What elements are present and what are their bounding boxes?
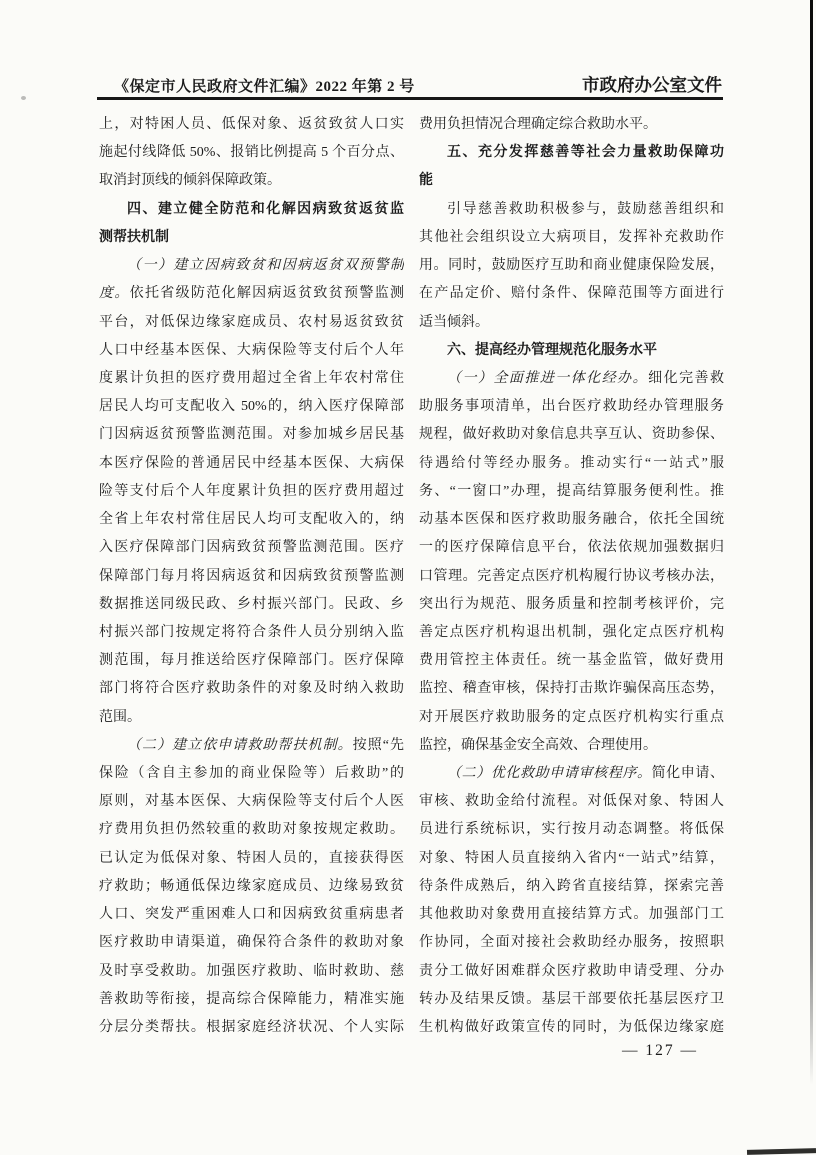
body-text: 门因病返贫预警监测范围。对参加城乡居民基 <box>99 427 404 443</box>
text-line <box>99 393 404 421</box>
text-line <box>419 816 724 844</box>
text-line <box>419 788 724 816</box>
body-text: 待条件成熟后，纳入跨省直接结算，探索完善 <box>419 878 724 894</box>
body-text: 待遇给付等经办服务。推动实行“一站式”服 <box>419 455 724 471</box>
body-text: 保障部门每月将因病返贫和因病致贫预警监测 <box>99 568 404 584</box>
text-line <box>419 929 724 957</box>
text-line <box>419 506 724 534</box>
body-text: 测范围，每月推送给医疗保障部门。医疗保障 <box>99 653 404 669</box>
body-text: 按照“先 <box>352 737 404 753</box>
text-line <box>99 506 404 534</box>
text-line <box>99 816 404 844</box>
text-line <box>419 252 724 280</box>
text-line <box>99 986 404 1014</box>
text-line <box>419 563 724 591</box>
subheading-text: （二）优化救助申请审核程序。 <box>447 766 652 782</box>
text-line <box>99 252 404 280</box>
body-text: 取消封顶线的倾斜保障政策。 <box>99 173 281 189</box>
text-line <box>99 1014 404 1042</box>
body-text: 责分工做好困难群众医疗救助申请受理、分办 <box>419 963 724 979</box>
text-line <box>419 1014 724 1042</box>
subheading-text: （一）建立因病致贫和因病返贫双预警制 <box>127 258 404 274</box>
text-line <box>419 704 724 732</box>
body-text: 疗费用负担仍然较重的救助对象按规定救助。 <box>99 822 404 838</box>
text-line <box>419 337 724 365</box>
body-text: 简化申请、 <box>651 766 724 782</box>
scan-corner-artifact <box>747 1148 816 1155</box>
body-text: 善定点医疗机构退出机制，强化定点医疗机构 <box>419 624 724 640</box>
text-line <box>99 788 404 816</box>
body-text: 转办及结果反馈。基层干部要依托基层医疗卫 <box>419 991 724 1007</box>
text-line <box>419 647 724 675</box>
subheading-text: （一）全面推进一体化经办。 <box>447 370 649 386</box>
body-text: 口管理。完善定点医疗机构履行协议考核办法， <box>419 568 724 584</box>
body-text: 人口、突发严重困难人口和因病致贫重病患者 <box>99 907 404 923</box>
text-line <box>419 591 724 619</box>
body-text: 员进行系统标识，实行按月动态调整。将低保 <box>419 822 724 838</box>
page-number: — 127 — <box>622 1042 698 1059</box>
body-text: 人口中经基本医保、大病保险等支付后个人年 <box>99 342 404 358</box>
body-text: 险等支付后个人年度累计负担的医疗费用超过 <box>99 483 404 499</box>
text-line <box>419 365 724 393</box>
body-text: 居民人均可支配收入 50%的，纳入医疗保障部 <box>99 399 404 415</box>
body-text: 数据推送同级民政、乡村振兴部门。民政、乡 <box>99 596 404 612</box>
text-line <box>99 845 404 873</box>
subheading-text: （二）建立依申请救助帮扶机制。 <box>127 737 353 753</box>
text-line <box>419 760 724 788</box>
body-text: 保险（含自主参加的商业保险等）后救助”的 <box>99 766 404 782</box>
text-line <box>99 196 404 224</box>
body-text: 入医疗保障部门因病致贫预警监测范围。医疗 <box>99 540 404 556</box>
text-line <box>419 732 724 760</box>
body-text: 及时享受救助。加强医疗救助、临时救助、慈 <box>99 963 404 979</box>
text-line <box>419 139 724 167</box>
text-line <box>99 478 404 506</box>
text-line <box>419 393 724 421</box>
body-text: 细化完善救 <box>648 370 724 386</box>
header-rule <box>97 97 723 100</box>
heading-text: 能 <box>419 173 433 189</box>
body-text: 费用负担情况合理确定综合救助水平。 <box>419 117 657 132</box>
text-line <box>99 901 404 929</box>
text-line <box>99 309 404 337</box>
text-line <box>99 760 404 788</box>
text-line <box>99 704 404 732</box>
header-left-title: 《保定市人民政府文件汇编》2022 年第 2 号 <box>114 79 415 95</box>
body-text: 本医疗保险的普通居民中经基本医保、大病保 <box>99 455 404 471</box>
body-text: 全省上年农村常住居民人均可支配收入的，纳 <box>99 512 404 528</box>
text-line <box>419 845 724 873</box>
body-text: 分层分类帮扶。根据家庭经济状况、个人实际 <box>99 1020 404 1035</box>
text-line <box>419 111 724 139</box>
text-line <box>99 929 404 957</box>
text-line <box>419 280 724 308</box>
body-text: 规程，做好救助对象信息共享互认、资助参保、 <box>419 427 724 443</box>
text-line <box>419 421 724 449</box>
text-line <box>419 958 724 986</box>
text-line <box>419 196 724 224</box>
body-text: 已认定为低保对象、特困人员的，直接获得医 <box>99 850 404 866</box>
body-text: 其他救助对象费用直接结算方式。加强部门工 <box>419 907 724 923</box>
text-line <box>99 675 404 703</box>
body-text: 作协同，全面对接社会救助经办服务，按照职 <box>419 935 724 951</box>
body-text: 引导慈善救助积极参与，鼓励慈善组织和 <box>447 201 724 217</box>
body-text: 生机构做好政策宣传的同时，为低保边缘家庭 <box>419 1020 724 1035</box>
text-line <box>99 224 404 252</box>
body-text: 在产品定价、赔付条件、保障范围等方面进行 <box>419 286 724 302</box>
text-line <box>419 224 724 252</box>
body-text: 度累计负担的医疗费用超过全省上年农村常住 <box>99 370 404 386</box>
text-line <box>99 365 404 393</box>
text-line <box>99 337 404 365</box>
body-text: 善救助等衔接，提高综合保障能力，精准实施 <box>99 991 404 1007</box>
text-line <box>419 534 724 562</box>
scan-speck-artifact <box>21 96 26 100</box>
body-text: 审核、救助金给付流程。对低保对象、特困人 <box>419 794 724 810</box>
text-line <box>419 873 724 901</box>
heading-text: 测帮扶机制 <box>99 229 169 245</box>
text-line <box>99 139 404 167</box>
text-line <box>99 450 404 478</box>
body-text: 适当倾斜。 <box>419 314 489 330</box>
body-text: 疗救助；畅通低保边缘家庭成员、边缘易致贫 <box>99 878 404 894</box>
body-text: 助服务事项清单，出台医疗救助经办管理服务 <box>419 399 724 415</box>
text-line <box>99 421 404 449</box>
text-line <box>419 675 724 703</box>
heading-text: 四、建立健全防范和化解因病致贫返贫监 <box>127 201 404 217</box>
text-line <box>419 309 724 337</box>
body-text: 原则，对基本医保、大病保险等支付后个人医 <box>99 794 404 810</box>
text-line <box>419 450 724 478</box>
body-text: 对开展医疗救助服务的定点医疗机构实行重点 <box>419 709 724 725</box>
text-line <box>419 901 724 929</box>
text-line <box>99 732 404 760</box>
body-text: 村振兴部门按规定将符合条件人员分别纳入监 <box>99 624 404 640</box>
body-text: 其他社会组织设立大病项目，发挥补充救助作 <box>419 229 724 245</box>
text-line <box>419 619 724 647</box>
text-line <box>99 591 404 619</box>
body-text: 突出行为规范、服务质量和控制考核评价，完 <box>419 596 724 612</box>
text-line <box>99 534 404 562</box>
text-line <box>99 111 404 139</box>
text-line <box>99 873 404 901</box>
text-line <box>99 647 404 675</box>
column-left <box>99 111 404 1042</box>
body-text: 监控、稽查审核，保持打击欺诈骗保高压态势， <box>419 681 724 697</box>
text-line <box>99 167 404 195</box>
body-text: 务、“一窗口”办理，提高结算服务便利性。推 <box>419 483 724 499</box>
body-text: 用。同时，鼓励医疗互助和商业健康保险发展， <box>419 258 724 274</box>
body-text: 监控，确保基金安全高效、合理使用。 <box>419 737 657 753</box>
body-text: 平台，对低保边缘家庭成员、农村易返贫致贫 <box>99 314 404 330</box>
body-text: 一的医疗保障信息平台，依法依规加强数据归 <box>419 540 724 556</box>
body-text: 对象、特困人员直接纳入省内“一站式”结算， <box>419 850 724 866</box>
column-right <box>419 111 724 1042</box>
text-line <box>419 478 724 506</box>
body-text: 动基本医保和医疗救助服务融合，依托全国统 <box>419 512 724 528</box>
heading-text: 五、充分发挥慈善等社会力量救助保障功 <box>447 145 724 161</box>
heading-text: 六、提高经办管理规范化服务水平 <box>447 342 657 358</box>
text-line <box>99 563 404 591</box>
text-line <box>419 167 724 195</box>
body-text: 部门将符合医疗救助条件的对象及时纳入救助 <box>99 681 404 697</box>
subheading-text: 度。 <box>99 286 130 302</box>
text-line <box>419 986 724 1014</box>
body-text: 医疗救助申请渠道，确保符合条件的救助对象 <box>99 935 404 951</box>
header-right-title: 市政府办公室文件 <box>582 75 722 95</box>
body-text: 上，对特困人员、低保对象、返贫致贫人口实 <box>99 117 404 132</box>
scan-edge-artifact <box>810 0 813 1085</box>
body-text: 施起付线降低 50%、报销比例提高 5 个百分点、 <box>99 145 404 161</box>
body-text: 范围。 <box>99 709 141 725</box>
body-text: 费用管控主体责任。统一基金监管，做好费用 <box>419 653 724 669</box>
body-text: 依托省级防范化解因病返贫致贫预警监测 <box>129 286 404 302</box>
text-line <box>99 619 404 647</box>
text-line <box>99 280 404 308</box>
text-line <box>99 958 404 986</box>
